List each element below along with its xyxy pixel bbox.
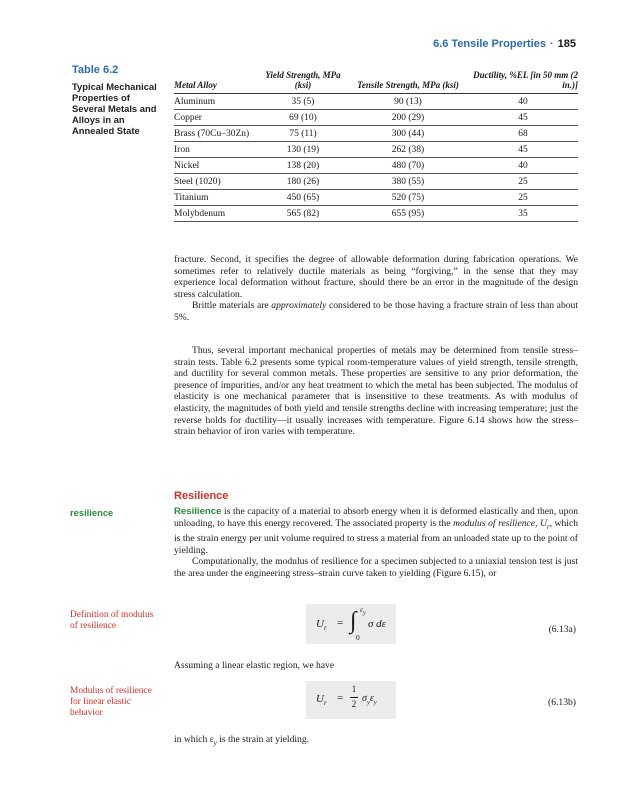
cell-tensile: 300 (44) [348,126,468,142]
p2-em: approximately [271,300,327,312]
cell-ductility: 35 [468,206,578,222]
table-row [174,158,578,174]
page-number: 185 [557,38,576,50]
table-row [174,206,578,222]
cell-yield: 138 (20) [258,158,348,174]
paragraph-ductility [174,254,578,324]
cell-ductility: 25 [468,190,578,206]
table-caption [72,64,164,136]
p7-pre: in which ε [174,734,214,745]
section-heading-resilience: Resilience [174,490,229,502]
running-header [433,38,576,50]
col-header-ductility: Ductility, %EL [in 50 mm (2 in.)] [468,70,578,94]
properties-table [174,70,578,222]
eq1-lhs [316,618,327,632]
eq1-U: U [316,618,324,630]
cell-yield: 130 (19) [258,142,348,158]
eq1-U-sub: r [323,624,327,633]
table-row [174,142,578,158]
paragraph-resilience [174,506,578,579]
paragraph-5: Computationally, the modulus of resilience for a specimen subjected to a uniaxial tension test is just the area under the engineering stress–strain curve taken to yielding (Figure 6.15), or [174,556,578,579]
paragraph-6: Assuming a linear elastic region, we have [174,660,335,671]
cell-tensile: 90 (13) [348,94,468,110]
p4-em: modulus of resilience, U [453,517,547,529]
equation-box-6-13b [306,681,396,719]
eq2-equals: = [337,692,344,704]
cell-alloy: Aluminum [174,94,258,110]
p4-post: , which is the strain energy per unit volume required to stress a material from an unloaded state up to the point of yielding. [174,517,579,556]
eq1-equals: = [337,617,344,629]
cell-tensile: 380 (55) [348,174,468,190]
cell-ductility: 40 [468,158,578,174]
cell-yield: 180 (26) [258,174,348,190]
cell-ductility: 45 [468,142,578,158]
cell-alloy: Iron [174,142,258,158]
cell-yield: 69 (10) [258,110,348,126]
cell-yield: 75 (11) [258,126,348,142]
header-separator: · [549,38,554,50]
eq2-sigma: σ [362,693,367,704]
cell-ductility: 25 [468,174,578,190]
equation-number-6-13b: (6.13b) [548,697,576,708]
col-header-tensile: Tensile Strength, MPa (ksi) [348,70,468,94]
col-header-alloy: Metal Alloy [174,70,258,94]
p4-sub: r [546,522,550,531]
table-row [174,126,578,142]
cell-alloy: Titanium [174,190,258,206]
eq2-frac-denominator: 2 [351,699,357,709]
eq2-lhs [316,693,327,707]
p7-sub: y [213,738,217,747]
p7-post: is the strain at yielding. [216,734,310,745]
cell-tensile: 200 (29) [348,110,468,126]
table-row [174,174,578,190]
integral-sign: ∫ [350,608,357,634]
cell-yield: 450 (65) [258,190,348,206]
margin-glossary-term: resilience [70,507,114,518]
equation-box-6-13a [306,604,396,644]
eq2-U: U [316,693,324,705]
cell-ductility: 68 [468,126,578,142]
eq2-sigma-sub: y [366,699,370,706]
cell-tensile: 262 (38) [348,142,468,158]
eq2-U-sub: r [323,699,327,708]
table-row [174,190,578,206]
p2-pre: Brittle materials are [192,300,272,312]
header-section-title: 6.6 Tensile Properties [433,38,546,50]
eq2-epsilon-sub: y [373,699,377,706]
cell-alloy: Brass (70Cu–30Zn) [174,126,258,142]
cell-tensile: 520 (75) [348,190,468,206]
cell-alloy: Nickel [174,158,258,174]
cell-ductility: 40 [468,94,578,110]
cell-yield: 35 (5) [258,94,348,110]
p2-post: considered to be those having a fracture strain of less than about 5%. [174,300,578,323]
cell-tensile: 655 (95) [348,206,468,222]
paragraph-4 [174,506,578,556]
paragraph-1: fracture. Second, it specifies the degree of allowable deformation during fabrication operations. We sometimes refer to relatively ductile materials as being “forgiving,” in the sense that they may experience local deformation without fracture, should there be an error in the magnitude of the design stress calculation. [174,254,578,300]
cell-alloy: Steel (1020) [174,174,258,190]
eq1-upper: ε [360,605,363,614]
table-row [174,110,578,126]
cell-alloy: Copper [174,110,258,126]
table-number: Table 6.2 [72,64,119,76]
eq1-upper-limit [360,605,366,617]
eq1-integrand: σ dε [368,618,387,630]
margin-note-linear-elastic: Modulus of resilience for linear elastic behavior [70,686,152,718]
eq2-rhs [362,693,377,706]
cell-yield: 565 (82) [258,206,348,222]
margin-note-definition: Definition of modulus of resilience [70,610,154,631]
table-caption-text: Typical Mechanical Properties of Several Metals and Alloys in an Annealed State [72,81,157,136]
p4-term: Resilience [174,506,222,517]
paragraph-3: Thus, several important mechanical properties of metals may be determined from tensile stress–strain tests. Table 6.2 presents some typical room-temperature values of yield strength, tensile strength, and ductility for several common metals. These properties are sensitive to any prior deformation, the presence of impurities, and/or any heat treatment to which the metal has been subjected. The modulus of elasticity is one mechanical parameter that is insensitive to these treatments. As with modulus of elasticity, the magnitudes of both yield and tensile strengths decline with increasing temperature; just the reverse holds for ductility—it usually increases with temperature. Figure 6.14 shows how the stress–strain behavior of iron varies with temperature. [174,345,578,438]
cell-ductility: 45 [468,110,578,126]
eq1-lower-limit: 0 [356,633,360,642]
p4-pre: is the capacity of a material to absorb energy when it is deformed elastically and then, upon unloading, to have this energy recovered. The associated property is the [174,506,578,529]
cell-tensile: 480 (70) [348,158,468,174]
equation-number-6-13a: (6.13a) [548,624,576,635]
eq2-epsilon: ε [369,693,374,704]
eq1-upper-sub: y [362,610,366,617]
col-header-yield: Yield Strength, MPa (ksi) [258,70,348,94]
table-header-row [174,70,578,94]
cell-alloy: Molybdenum [174,206,258,222]
paragraph-2 [174,300,578,323]
eq2-frac-numerator: 1 [351,684,357,694]
table-row [174,94,578,110]
eq2-frac-bar [350,697,358,698]
paragraph-7 [174,734,578,750]
